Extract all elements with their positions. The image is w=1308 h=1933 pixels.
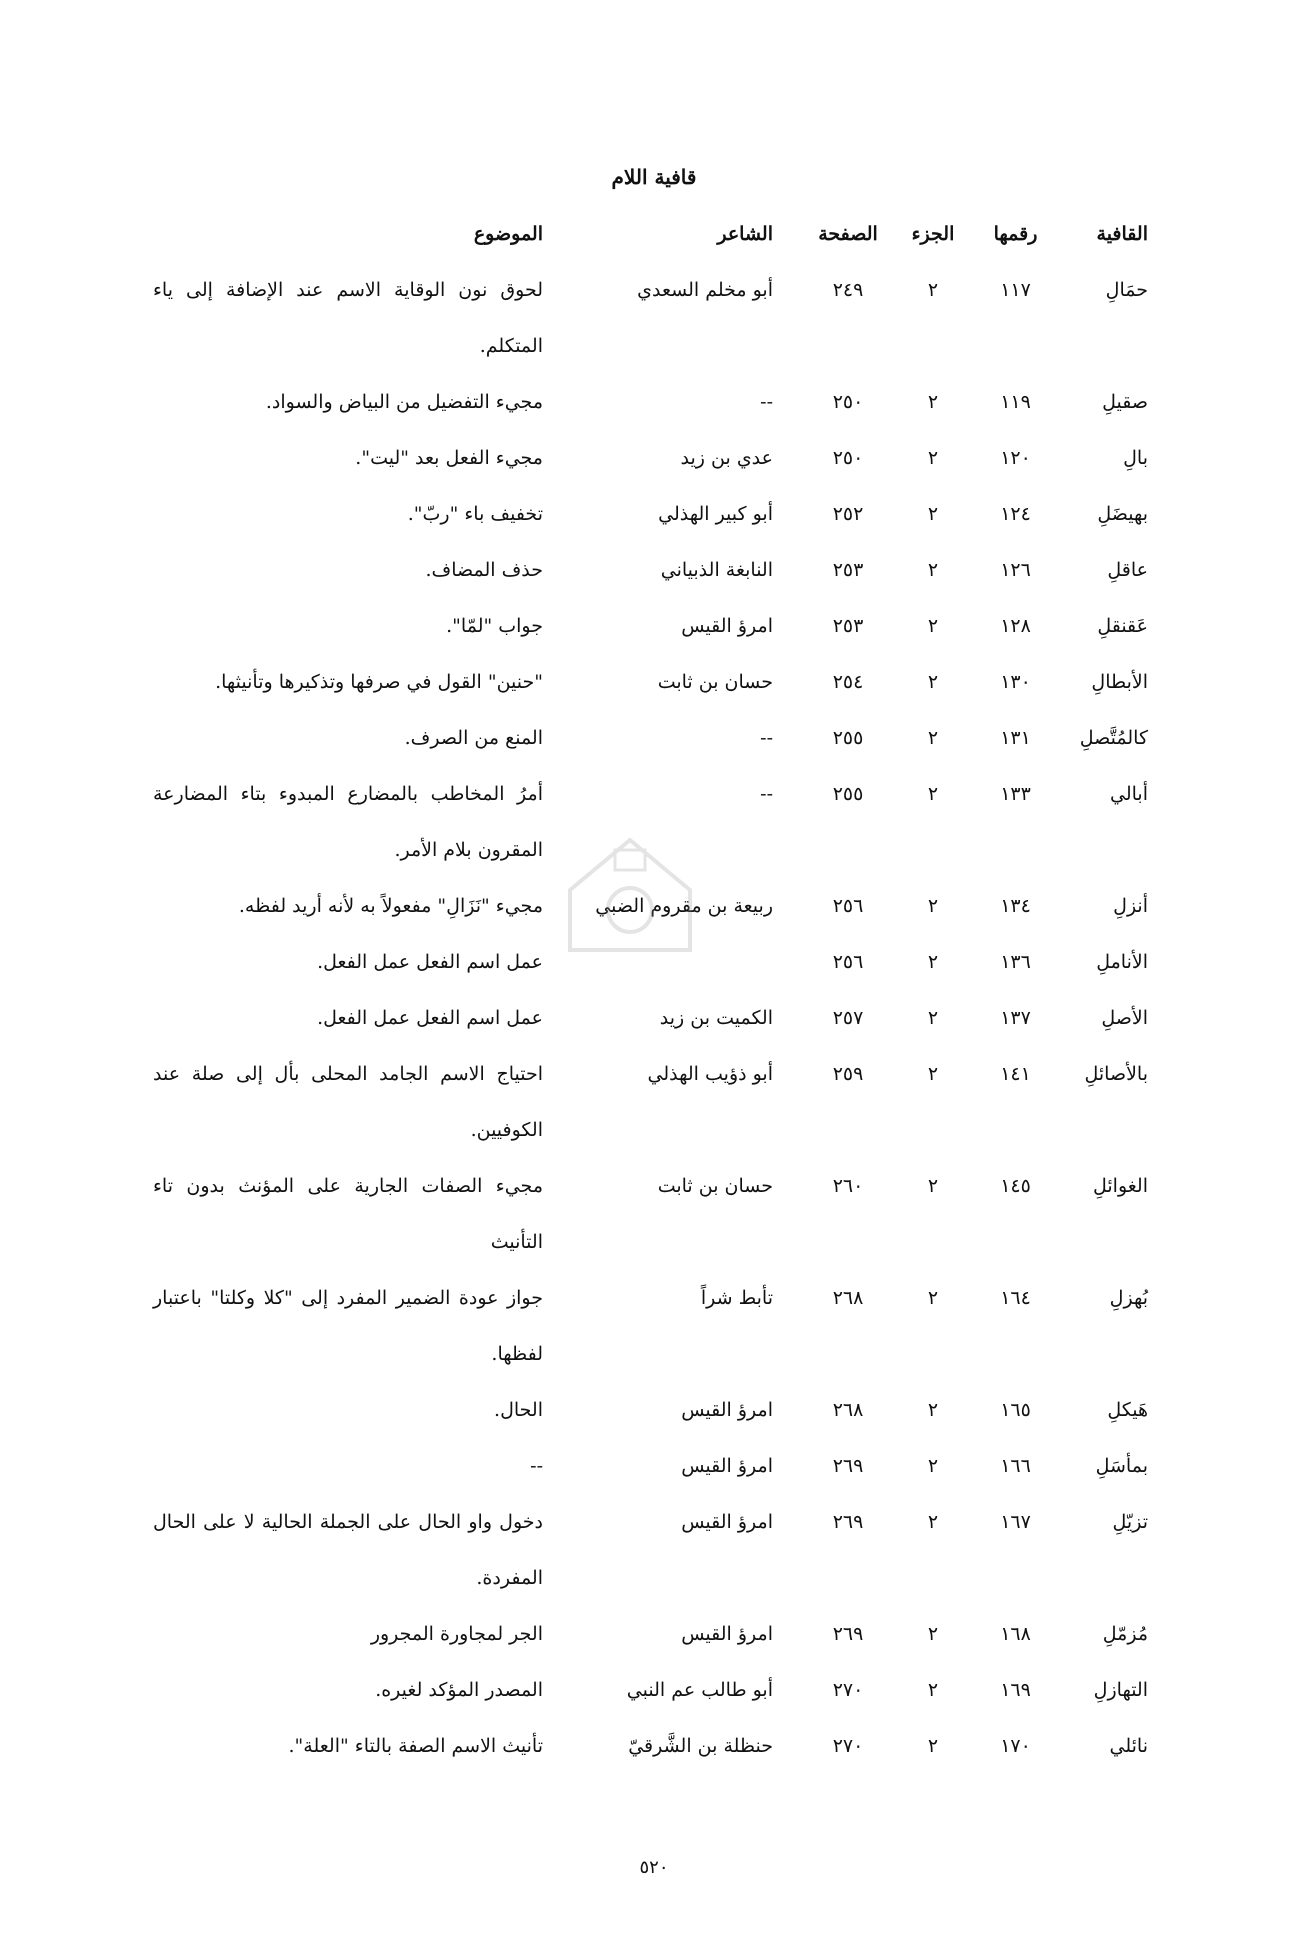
cell-part: ٢ — [927, 1735, 939, 1757]
cell-rhyme: هَيكلِ — [1107, 1399, 1148, 1421]
table-row — [128, 430, 1148, 486]
cell-page: ٢٥٩ — [832, 1063, 864, 1085]
cell-rhyme: الأناملِ — [1096, 951, 1148, 973]
page-number: ٥٢٠ — [639, 1857, 669, 1878]
cell-number: ١٦٦ — [1000, 1455, 1031, 1477]
cell-poet: -- — [760, 391, 773, 413]
cell-number: ١٦٥ — [1000, 1399, 1031, 1421]
header-number: رقمها — [993, 223, 1038, 245]
cell-number: ١٢٠ — [1000, 447, 1031, 469]
cell-page: ٢٥٦ — [832, 951, 864, 973]
cell-number: ١٦٧ — [1000, 1511, 1031, 1533]
cell-topic: حذف المضاف. — [425, 559, 543, 581]
table-row — [128, 1494, 1148, 1606]
cell-page: ٢٦٩ — [832, 1455, 864, 1477]
cell-part: ٢ — [927, 895, 939, 917]
cell-number: ١٧٠ — [1000, 1735, 1031, 1757]
cell-rhyme: بالِ — [1123, 447, 1148, 469]
cell-page: ٢٥٥ — [832, 727, 864, 749]
watermark-emblem — [520, 830, 740, 960]
table-row — [128, 710, 1148, 766]
cell-page: ٢٧٠ — [832, 1735, 864, 1757]
cell-topic: عمل اسم الفعل عمل الفعل. — [317, 1007, 543, 1029]
cell-rhyme: بُهزلِ — [1109, 1287, 1148, 1309]
table-body — [128, 262, 1148, 1774]
cell-rhyme: عاقلِ — [1107, 559, 1148, 581]
table-row — [128, 1158, 1148, 1270]
cell-page: ٢٦٩ — [832, 1623, 864, 1645]
cell-part: ٢ — [927, 279, 939, 301]
cell-rhyme: بهيضَلِ — [1097, 503, 1148, 525]
section-title: قافية اللام — [611, 165, 697, 189]
header-part: الجزء — [911, 223, 955, 245]
cell-part: ٢ — [927, 1399, 939, 1421]
cell-page: ٢٤٩ — [832, 279, 864, 301]
table-header — [128, 210, 1148, 258]
cell-page: ٢٥٦ — [832, 895, 864, 917]
cell-poet: الكميت بن زيد — [659, 1007, 773, 1029]
cell-page: ٢٥٧ — [832, 1007, 864, 1029]
cell-poet: أبو طالب عم النبي — [626, 1679, 773, 1701]
cell-topic: جواز عودة الضمير المفرد إلى "كلا وكلتا" باعتبار لفظها. — [153, 1287, 543, 1365]
cell-rhyme: أبالي — [1110, 783, 1148, 805]
cell-rhyme: الأبطالِ — [1091, 671, 1148, 693]
cell-number: ١٦٤ — [1000, 1287, 1031, 1309]
cell-topic: تخفيف باء "ربّ". — [407, 503, 543, 525]
cell-topic: المصدر المؤكد لغيره. — [375, 1679, 543, 1701]
cell-rhyme: تزيّلِ — [1112, 1511, 1148, 1533]
cell-poet: النابغة الذبياني — [660, 559, 773, 581]
cell-poet: أبو ذؤيب الهذلي — [647, 1063, 773, 1085]
cell-poet: -- — [760, 783, 773, 805]
table-row — [128, 1046, 1148, 1158]
cell-rhyme: مُزمّلِ — [1102, 1623, 1148, 1645]
cell-rhyme: عَقنقلِ — [1097, 615, 1148, 637]
cell-topic: لحوق نون الوقاية الاسم عند الإضافة إلى ياء المتكلم. — [153, 279, 543, 357]
cell-rhyme: نائلي — [1109, 1735, 1148, 1757]
cell-part: ٢ — [927, 727, 939, 749]
table-row — [128, 1718, 1148, 1774]
cell-poet: -- — [760, 727, 773, 749]
cell-page: ٢٥٥ — [832, 783, 864, 805]
cell-topic: الحال. — [494, 1399, 543, 1421]
cell-rhyme: حمَالِ — [1105, 279, 1148, 301]
cell-page: ٢٥٣ — [832, 615, 864, 637]
index-table — [128, 210, 1148, 1774]
cell-topic: "حنين" القول في صرفها وتذكيرها وتأنيثها. — [215, 671, 543, 693]
cell-part: ٢ — [927, 447, 939, 469]
header-poet: الشاعر — [717, 223, 773, 245]
cell-topic: عمل اسم الفعل عمل الفعل. — [317, 951, 543, 973]
cell-part: ٢ — [927, 615, 939, 637]
cell-number: ١١٧ — [1000, 279, 1031, 301]
cell-topic: مجيء الصفات الجارية على المؤنث بدون تاء التأنيث — [153, 1175, 543, 1253]
cell-page: ٢٦٨ — [832, 1399, 864, 1421]
cell-poet: حسان بن ثابت — [657, 671, 773, 693]
cell-number: ١٢٨ — [1000, 615, 1031, 637]
cell-rhyme: أنزلِ — [1113, 895, 1148, 917]
cell-rhyme: صقيلِ — [1102, 391, 1148, 413]
cell-number: ١٦٨ — [1000, 1623, 1031, 1645]
cell-part: ٢ — [927, 1511, 939, 1533]
cell-rhyme: كالمُتَّصلِ — [1079, 727, 1148, 749]
cell-number: ١٤٥ — [1000, 1175, 1031, 1197]
cell-part: ٢ — [927, 1175, 939, 1197]
table-row — [128, 542, 1148, 598]
cell-poet: حنظلة بن الشَّرقيّ — [628, 1735, 773, 1757]
cell-poet: تأبط شراً — [700, 1287, 773, 1309]
table-row — [128, 1606, 1148, 1662]
table-row — [128, 1438, 1148, 1494]
cell-topic: مجيء "نَزَالِ" مفعولاً به لأنه أريد لفظه. — [238, 895, 543, 917]
cell-number: ١٣٧ — [1000, 1007, 1031, 1029]
header-page: الصفحة — [818, 223, 878, 245]
cell-rhyme: بالأصائلِ — [1084, 1063, 1148, 1085]
cell-part: ٢ — [927, 1007, 939, 1029]
cell-page: ٢٦٠ — [832, 1175, 864, 1197]
cell-page: ٢٧٠ — [832, 1679, 864, 1701]
cell-page: ٢٥٤ — [832, 671, 864, 693]
cell-number: ١٢٦ — [1000, 559, 1031, 581]
cell-number: ١٢٤ — [1000, 503, 1031, 525]
cell-poet: حسان بن ثابت — [657, 1175, 773, 1197]
cell-topic: دخول واو الحال على الجملة الحالية لا على الحال المفردة. — [153, 1511, 543, 1589]
cell-topic: مجيء الفعل بعد "ليت". — [355, 447, 543, 469]
cell-number: ١٣٦ — [1000, 951, 1031, 973]
cell-page: ٢٥٢ — [832, 503, 864, 525]
cell-topic: تأنيث الاسم الصفة بالتاء "العلة". — [288, 1735, 543, 1757]
cell-part: ٢ — [927, 1679, 939, 1701]
cell-page: ٢٥٠ — [832, 447, 864, 469]
cell-part: ٢ — [927, 391, 939, 413]
cell-number: ١٣٠ — [1000, 671, 1031, 693]
cell-poet: امرؤ القيس — [681, 1623, 773, 1645]
cell-part: ٢ — [927, 1455, 939, 1477]
cell-number: ١٣١ — [1000, 727, 1031, 749]
cell-page: ٢٥٠ — [832, 391, 864, 413]
cell-topic: جواب "لمّا". — [446, 615, 543, 637]
cell-rhyme: الأصلِ — [1101, 1007, 1148, 1029]
cell-part: ٢ — [927, 671, 939, 693]
cell-number: ١١٩ — [1000, 391, 1031, 413]
cell-part: ٢ — [927, 1063, 939, 1085]
cell-part: ٢ — [927, 559, 939, 581]
cell-number: ١٣٣ — [1000, 783, 1031, 805]
cell-topic: أمرُ المخاطب بالمضارع المبدوء بتاء المضارعة المقرون بلام الأمر. — [153, 783, 543, 861]
cell-poet: امرؤ القيس — [681, 1399, 773, 1421]
cell-page: ٢٦٨ — [832, 1287, 864, 1309]
cell-part: ٢ — [927, 1623, 939, 1645]
cell-number: ١٤١ — [1000, 1063, 1031, 1085]
table-row — [128, 654, 1148, 710]
table-row — [128, 598, 1148, 654]
cell-number: ١٦٩ — [1000, 1679, 1031, 1701]
header-topic: الموضوع — [473, 223, 543, 245]
cell-page: ٢٥٣ — [832, 559, 864, 581]
cell-poet: عدي بن زيد — [680, 447, 773, 469]
table-row — [128, 486, 1148, 542]
cell-rhyme: الغوائلِ — [1092, 1175, 1148, 1197]
table-row — [128, 262, 1148, 374]
cell-part: ٢ — [927, 783, 939, 805]
table-row — [128, 374, 1148, 430]
cell-topic: الجر لمجاورة المجرور — [370, 1623, 543, 1645]
cell-topic: -- — [530, 1455, 543, 1477]
cell-rhyme: التهازلِ — [1093, 1679, 1148, 1701]
cell-topic: احتياج الاسم الجامد المحلى بأل إلى صلة عند الكوفيين. — [153, 1063, 543, 1141]
cell-poet: ربيعة بن مقروم الضبي — [595, 895, 773, 917]
cell-poet: امرؤ القيس — [681, 1511, 773, 1533]
cell-part: ٢ — [927, 503, 939, 525]
cell-page: ٢٦٩ — [832, 1511, 864, 1533]
cell-poet: امرؤ القيس — [681, 615, 773, 637]
cell-rhyme: بمأسَلِ — [1095, 1455, 1148, 1477]
table-row — [128, 1662, 1148, 1718]
cell-part: ٢ — [927, 951, 939, 973]
table-row — [128, 1270, 1148, 1382]
cell-poet: أبو مخلم السعدي — [637, 279, 773, 301]
cell-poet: امرؤ القيس — [681, 1455, 773, 1477]
table-row — [128, 1382, 1148, 1438]
table-row — [128, 990, 1148, 1046]
cell-number: ١٣٤ — [1000, 895, 1031, 917]
cell-topic: المنع من الصرف. — [404, 727, 543, 749]
header-rhyme: القافية — [1096, 223, 1148, 245]
cell-poet: أبو كبير الهذلي — [658, 503, 773, 525]
cell-part: ٢ — [927, 1287, 939, 1309]
cell-topic: مجيء التفضيل من البياض والسواد. — [265, 391, 543, 413]
